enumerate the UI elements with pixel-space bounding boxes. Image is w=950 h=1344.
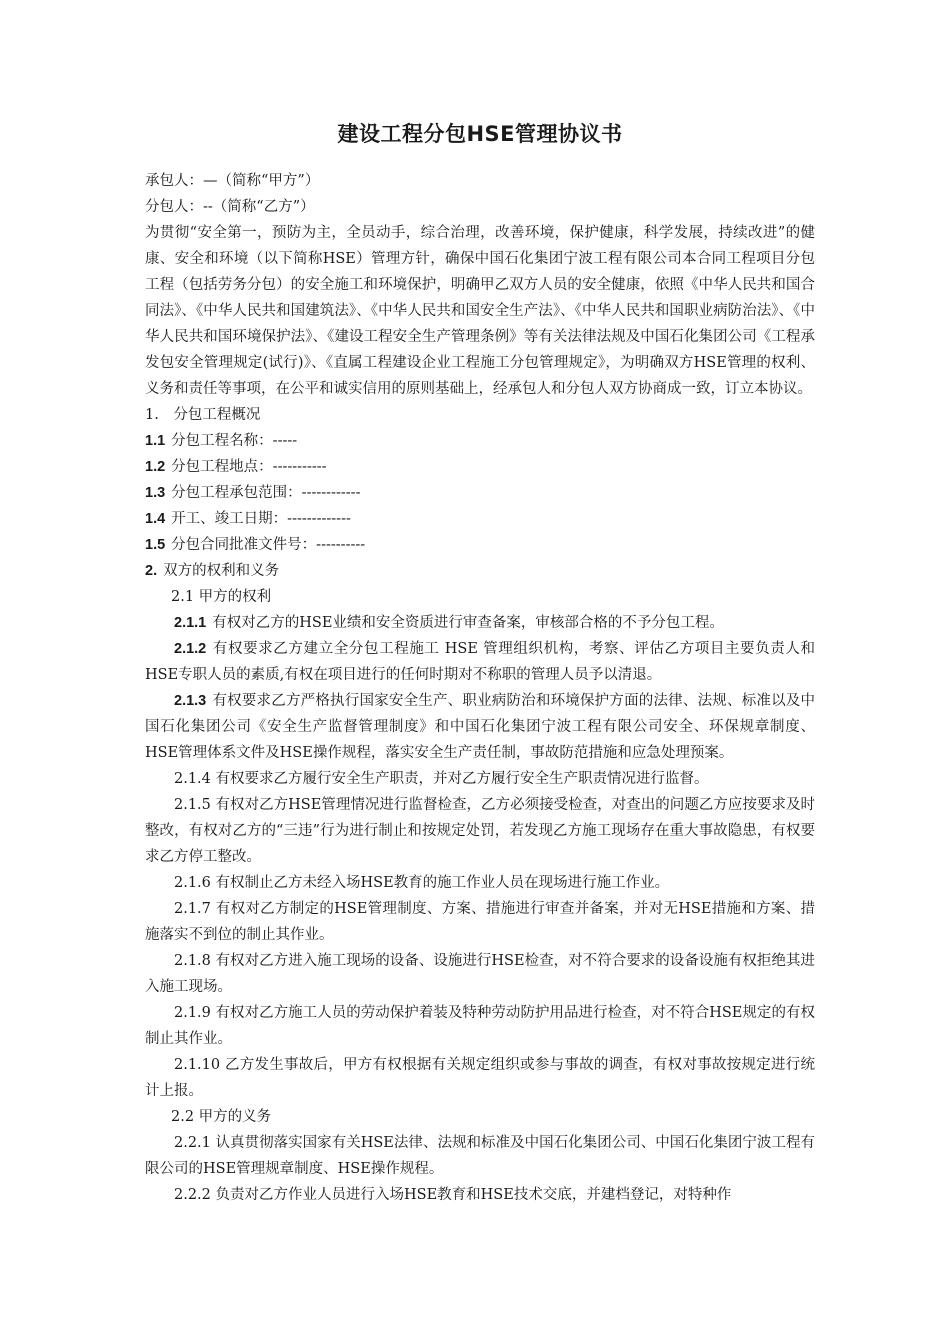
section-2-heading xyxy=(145,558,815,584)
item-text: 开工、竣工日期：------------- xyxy=(171,511,351,527)
section-1-item xyxy=(145,454,815,480)
section-1-item xyxy=(145,428,815,454)
clause-number: 2.1.2 xyxy=(174,641,207,657)
preamble-paragraph: 为贯彻“安全第一，预防为主，全员动手，综合治理，改善环境，保护健康，科学发展，持续改进”的健康、安全和环境（以下简称HSE）管理方针，确保中国石化集团宁波工程有限公司本合同工程项目分包工程（包括劳务分包）的安全施工和环境保护，明确甲乙双方人员的安全健康，依照《中华人民共和国合同法》、《中华人民共和国建筑法》、《中华人民共和国安全生产法》、《中华人民共和国职业病防治法》、《中华人民共和国环境保护法》、《建设工程安全生产管理条例》等有关法律法规及中国石化集团公司《工程承发包安全管理规定(试行)》、《直属工程建设企业工程施工分包管理规定》，为明确双方HSE管理的权利、义务和责任等事项，在公平和诚实信用的原则基础上，经承包人和分包人双方协商成一致，订立本协议。 xyxy=(145,225,815,397)
clause-2-1-7: 2.1.7 有权对乙方制定的HSE管理制度、方案、措施进行审查并备案，并对无HSE措施和方案、措施落实不到位的制止其作业。 xyxy=(145,901,815,943)
clause-text: 有权要求乙方严格执行国家安全生产、职业病防治和环境保护方面的法律、法规、标准以及中国石化集团公司《安全生产监督管理制度》和中国石化集团宁波工程有限公司安全、环保规章制度、HSE管理体系文件及HSE操作规程，落实安全生产责任制，事故防范措施和应急处理预案。 xyxy=(145,693,815,761)
item-number: 1.1 xyxy=(145,433,166,449)
item-number: 1.5 xyxy=(145,537,166,553)
clause-text: 有权对乙方的HSE业绩和安全资质进行审查备案，审核部合格的不予分包工程。 xyxy=(212,615,724,631)
item-text: 分包工程地点：----------- xyxy=(171,459,327,475)
section-1-item xyxy=(145,532,815,558)
document-title xyxy=(145,118,815,148)
title-part-3: 管理协议书 xyxy=(515,122,623,146)
clause-2-1-9: 2.1.9 有权对乙方施工人员的劳动保护着装及特种劳动防护用品进行检查，对不符合HSE规定的有权制止其作业。 xyxy=(145,1005,815,1047)
item-number: 1.3 xyxy=(145,485,166,501)
title-part-2: HSE xyxy=(466,122,516,146)
section-1-heading: 1. 分包工程概况 xyxy=(145,407,261,423)
item-text: 分包合同批准文件号：---------- xyxy=(171,537,366,553)
clause-number: 2.1.1 xyxy=(174,615,207,631)
clause-2-2-2: 2.2.2 负责对乙方作业人员进行入场HSE教育和HSE技术交底，并建档登记，对特种作 xyxy=(174,1187,732,1203)
section-title: 双方的权利和义务 xyxy=(163,563,280,579)
section-number: 2. xyxy=(145,563,158,579)
clause-2-1-2 xyxy=(145,636,815,688)
clause-2-1-4: 2.1.4 有权要求乙方履行安全生产职责，并对乙方履行安全生产职责情况进行监督。 xyxy=(174,771,709,787)
subcontractor-line: 分包人：--（简称“乙方”） xyxy=(145,199,315,215)
item-number: 1.2 xyxy=(145,459,166,475)
clause-number: 2.1.3 xyxy=(174,693,207,709)
section-1-item xyxy=(145,506,815,532)
item-text: 分包工程名称：----- xyxy=(171,433,298,449)
clause-2-1-8: 2.1.8 有权对乙方进入施工现场的设备、设施进行HSE检查，对不符合要求的设备设施有权拒绝其进入施工现场。 xyxy=(145,953,815,995)
title-part-1: 建设工程分包 xyxy=(337,122,467,146)
item-number: 1.4 xyxy=(145,511,166,527)
clause-2-1-5: 2.1.5 有权对乙方HSE管理情况进行监督检查，乙方必须接受检查，对查出的问题乙方应按要求及时整改，有权对乙方的“三违”行为进行制止和按规定处罚，若发现乙方施工现场存在重大事故隐患，有权要求乙方停工整改。 xyxy=(145,797,815,865)
clause-2-1-10: 2.1.10 乙方发生事故后，甲方有权根据有关规定组织或参与事故的调查，有权对事故按规定进行统计上报。 xyxy=(145,1057,815,1099)
clause-2-1-1 xyxy=(145,610,815,636)
clause-text: 有权要求乙方建立全分包工程施工 HSE 管理组织机构，考察、评估乙方项目主要负责人和HSE专职人员的素质,有权在项目进行的任何时期对不称职的管理人员予以清退。 xyxy=(145,641,815,683)
subsection-2-1-heading: 2.1 甲方的权利 xyxy=(171,589,272,605)
clause-2-1-3 xyxy=(145,688,815,766)
subsection-2-2-heading: 2.2 甲方的义务 xyxy=(171,1109,272,1125)
item-text: 分包工程承包范围：------------ xyxy=(171,485,361,501)
section-1-item xyxy=(145,480,815,506)
contractor-line: 承包人：—（简称“甲方”） xyxy=(145,173,320,189)
clause-2-1-6: 2.1.6 有权制止乙方未经入场HSE教育的施工作业人员在现场进行施工作业。 xyxy=(174,875,670,891)
clause-2-2-1: 2.2.1 认真贯彻落实国家有关HSE法律、法规和标准及中国石化集团公司、中国石化集团宁波工程有限公司的HSE管理规章制度、HSE操作规程。 xyxy=(145,1135,815,1177)
